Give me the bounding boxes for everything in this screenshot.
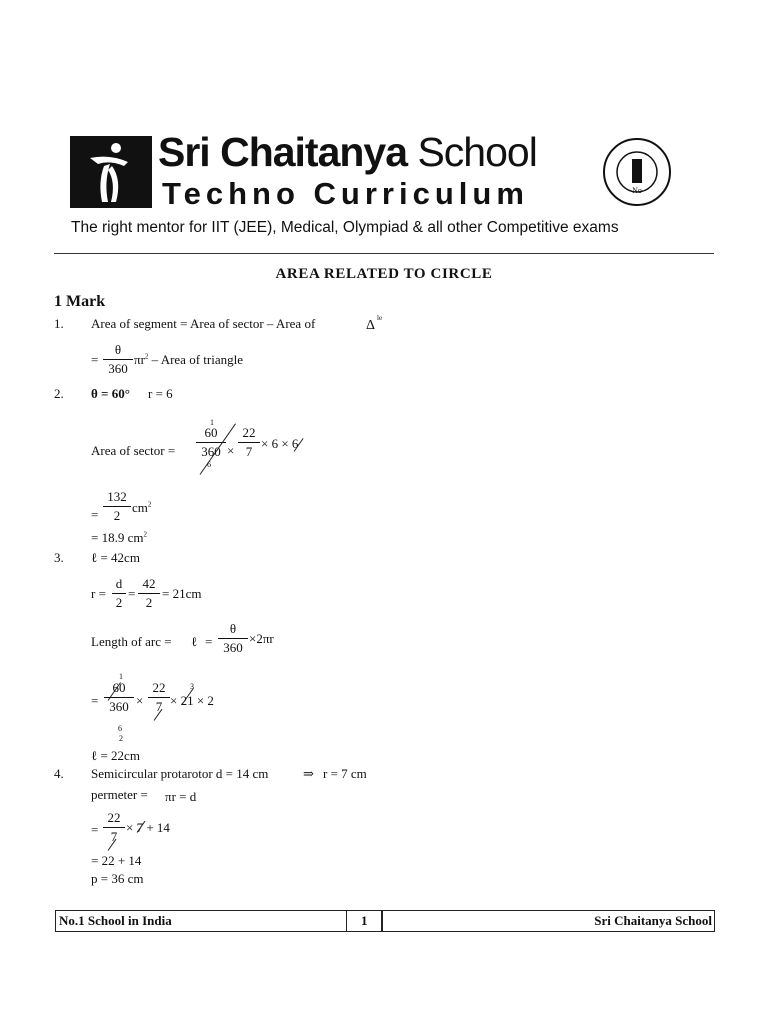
footer-divider [346, 911, 347, 931]
equals-sign: = [205, 634, 213, 649]
q2-given-angle: θ = 60° [91, 386, 130, 401]
fraction-22-7: 22 7 [238, 425, 260, 460]
q3-tail: × 21 × 2 [170, 693, 214, 708]
times-sign: × [136, 693, 144, 708]
fraction-22-7: 22 7 [148, 680, 170, 715]
page-footer [55, 910, 715, 932]
runner-logo-icon [70, 136, 152, 208]
cancel-annotation: 1 [119, 672, 123, 681]
question-number: 4. [54, 766, 64, 781]
q3-radius-label: r = [91, 586, 106, 601]
perimeter-label: permeter = [91, 787, 148, 802]
footer-left-text: No.1 School in India [59, 913, 172, 928]
page-number: 1 [361, 913, 368, 928]
q4-radius: r = 7 cm [323, 766, 367, 781]
question-number: 3. [54, 550, 64, 565]
q1-statement: Area of segment = Area of sector – Area of [91, 316, 316, 331]
fraction-60-360: 60 360 [196, 425, 226, 460]
perimeter-formula: πr = d [165, 789, 197, 804]
cancel-annotation: 2 [119, 734, 123, 743]
equals-sign: = [91, 507, 99, 522]
triangle-symbol: Δ [366, 318, 376, 333]
section-heading: 1 Mark [54, 293, 106, 310]
triangle-superscript: le [377, 314, 383, 322]
school-header [70, 129, 702, 246]
footer-divider [381, 911, 383, 931]
fraction-theta-360: θ 360 [218, 621, 248, 656]
cancel-annotation: 6 [207, 460, 211, 469]
equals-sign: = [91, 352, 99, 367]
school-logo [70, 136, 152, 208]
fraction-132-2: 132 2 [103, 489, 131, 524]
svg-text:No: No [632, 186, 642, 195]
times-sign: × [227, 443, 235, 458]
question-number: 1. [54, 316, 64, 331]
cancel-annotation: 1 [210, 418, 214, 427]
equals-sign: = [128, 586, 136, 601]
q3-length: ℓ = 42cm [91, 550, 140, 565]
fraction-theta-360: θ 360 [103, 342, 133, 377]
fraction-d-2: d 2 [112, 576, 126, 611]
cancel-annotation: 3 [190, 682, 194, 691]
footer-right-text: Sri Chaitanya School [594, 913, 712, 928]
q3-result: ℓ = 22cm [91, 748, 140, 763]
unit-cm2: $cm^2$ [132, 500, 152, 515]
tagline: The right mentor for IIT (JEE), Medical, Olympiad & all other Competitive exams [71, 219, 619, 236]
ell-symbol: ℓ [191, 634, 198, 649]
two-pi-r: ×2πr [249, 631, 274, 646]
brand-name: Sri Chaitanya School [158, 129, 537, 175]
q2-tail: × 6 × 6 [261, 436, 299, 451]
question-number: 2. [54, 386, 64, 401]
pi-r-squared: $\pi r^2$ – Area of triangle [134, 352, 243, 367]
q3-radius-result: = 21cm [162, 586, 202, 601]
cancel-annotation: 6 [118, 724, 122, 733]
fraction-60-360: 60 360 [104, 680, 134, 715]
q4-statement: Semicircular protarotor d = 14 cm [91, 766, 269, 781]
q4-sum: = 22 + 14 [91, 853, 142, 868]
header-rule [54, 253, 714, 254]
q4-tail: × 7 + 14 [126, 820, 170, 835]
arc-length-label: Length of arc = [91, 634, 172, 649]
equals-sign: = [91, 822, 99, 837]
school-seal [602, 137, 672, 212]
q4-result: p = 36 cm [91, 871, 144, 886]
implies-arrow: ⇒ [303, 766, 314, 781]
seal-emblem-icon [602, 137, 672, 207]
fraction-22-7: 22 7 [103, 810, 125, 845]
page-title: AREA RELATED TO CIRCLE [275, 266, 493, 282]
q2-formula-label: Area of sector = [91, 443, 176, 458]
q2-given-radius: r = 6 [148, 386, 173, 401]
brand-subtitle: Techno Curriculum [162, 176, 529, 211]
equals-sign: = [91, 693, 99, 708]
fraction-42-2: 42 2 [138, 576, 160, 611]
q2-result: = 18.9 $cm^2$ [91, 530, 147, 545]
